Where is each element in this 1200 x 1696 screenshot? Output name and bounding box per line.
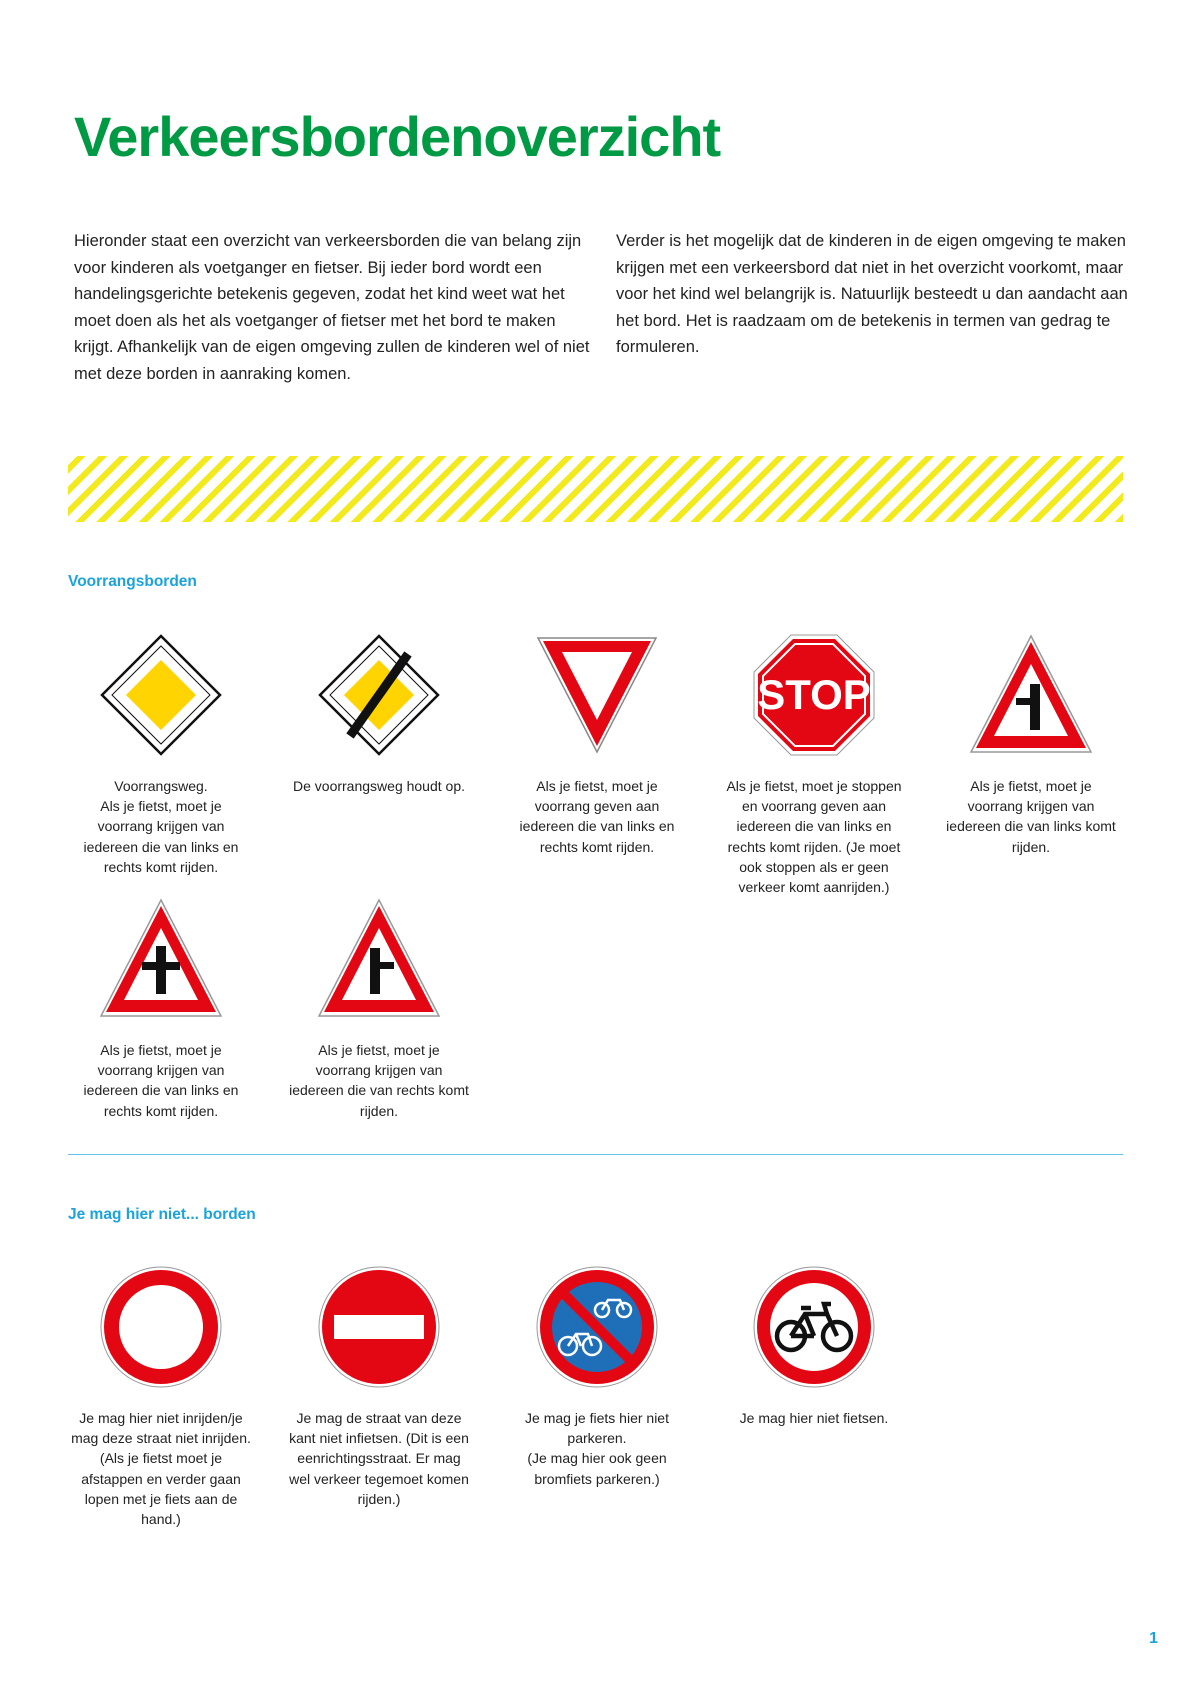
- sign-item-no-entry: [289, 1264, 469, 1509]
- decorative-stripe-band: [68, 456, 1123, 522]
- sign-item-priority-crossroads: [71, 896, 251, 1121]
- sign-caption: Voorrangsweg. Als je fietst, moet je voorrang krijgen van iedereen die van links en rechts komt rijden.: [83, 778, 239, 875]
- no-entry-sign-icon: [316, 1264, 442, 1390]
- page-number: 1: [1149, 1630, 1158, 1647]
- sign-item-no-cycling: [724, 1264, 904, 1428]
- section-heading-voorrangsborden: Voorrangsborden: [68, 573, 197, 590]
- sign-caption: Je mag hier niet inrijden/je mag deze straat niet inrijden. (Als je fietst moet je afstappen en verder gaan lopen met je fiets aan de hand.): [71, 1410, 251, 1528]
- priority-side-road-left-sign-icon: [968, 632, 1094, 758]
- sign-caption: Als je fietst, moet je voorrang geven aan iedereen die van links en rechts komt rijden.: [519, 778, 675, 855]
- sign-item-priority-side-road-left: [941, 632, 1121, 857]
- sign-caption: De voorrangsweg houdt op.: [293, 778, 465, 794]
- sign-item-yield: [507, 632, 687, 857]
- priority-crossroads-sign-icon: [98, 896, 224, 1022]
- sign-caption: Als je fietst, moet je stoppen en voorrang geven aan iedereen die van links en rechts komt rijden. (Je moet ook stoppen als er geen verkeer komt aanrijden.): [726, 778, 902, 896]
- sign-item-no-bicycle-parking: [507, 1264, 687, 1489]
- sign-item-priority-road: [71, 632, 251, 877]
- closed-to-all-vehicles-sign-icon: [98, 1264, 224, 1390]
- sign-item-end-priority-road: [289, 632, 469, 796]
- sign-caption: Als je fietst, moet je voorrang krijgen van iedereen die van links komt rijden.: [946, 778, 1116, 855]
- section-divider: [68, 1154, 1123, 1155]
- sign-caption: Je mag je fiets hier niet parkeren. (Je mag hier ook geen bromfiets parkeren.): [525, 1410, 669, 1487]
- stop-sign-text: STOP: [757, 671, 871, 718]
- page-title: Verkeersbordenoverzicht: [74, 105, 721, 168]
- yield-sign-icon: [534, 632, 660, 758]
- sign-caption: Als je fietst, moet je voorrang krijgen van iedereen die van links en rechts komt rijden.: [83, 1042, 239, 1119]
- no-cycling-sign-icon: [751, 1264, 877, 1390]
- sign-item-closed-to-all-vehicles: [71, 1264, 251, 1529]
- stop-sign-icon: [751, 632, 877, 758]
- priority-side-road-right-sign-icon: [316, 896, 442, 1022]
- sign-caption: Je mag hier niet fietsen.: [739, 1410, 889, 1426]
- priority-road-sign-icon: [98, 632, 224, 758]
- no-bicycle-parking-sign-icon: [534, 1264, 660, 1390]
- sign-caption: Als je fietst, moet je voorrang krijgen van iedereen die van rechts komt rijden.: [289, 1042, 469, 1119]
- intro-paragraph-left: Hieronder staat een overzicht van verkeersborden die van belang zijn voor kinderen als voetganger en fietser. Bij ieder bord wordt een handelingsgerichte betekenis gegeven, zodat het kind weet wat het moet doen als het als voetganger of fietser met het bord te maken krijgt. Afhankelijk van de eigen omgeving zullen de kinderen wel of niet met deze borden in aanraking komen.: [74, 232, 590, 383]
- sign-item-priority-side-road-right: [289, 896, 469, 1121]
- sign-item-stop: [724, 632, 904, 897]
- intro-paragraph-right: Verder is het mogelijk dat de kinderen in de eigen omgeving te maken krijgen met een verkeersbord dat niet in het overzicht voorkomt, maar voor het kind wel belangrijk is. Natuurlijk besteedt u dan aandacht aan het bord. Het is raadzaam om de betekenis in termen van gedrag te formuleren.: [616, 232, 1128, 356]
- section-heading-je-mag-hier-niet: Je mag hier niet... borden: [68, 1206, 256, 1223]
- sign-caption: Je mag de straat van deze kant niet infietsen. (Dit is een eenrichtingsstraat. Er mag wel verkeer tegemoet komen rijden.): [289, 1410, 469, 1507]
- end-priority-road-sign-icon: [316, 632, 442, 758]
